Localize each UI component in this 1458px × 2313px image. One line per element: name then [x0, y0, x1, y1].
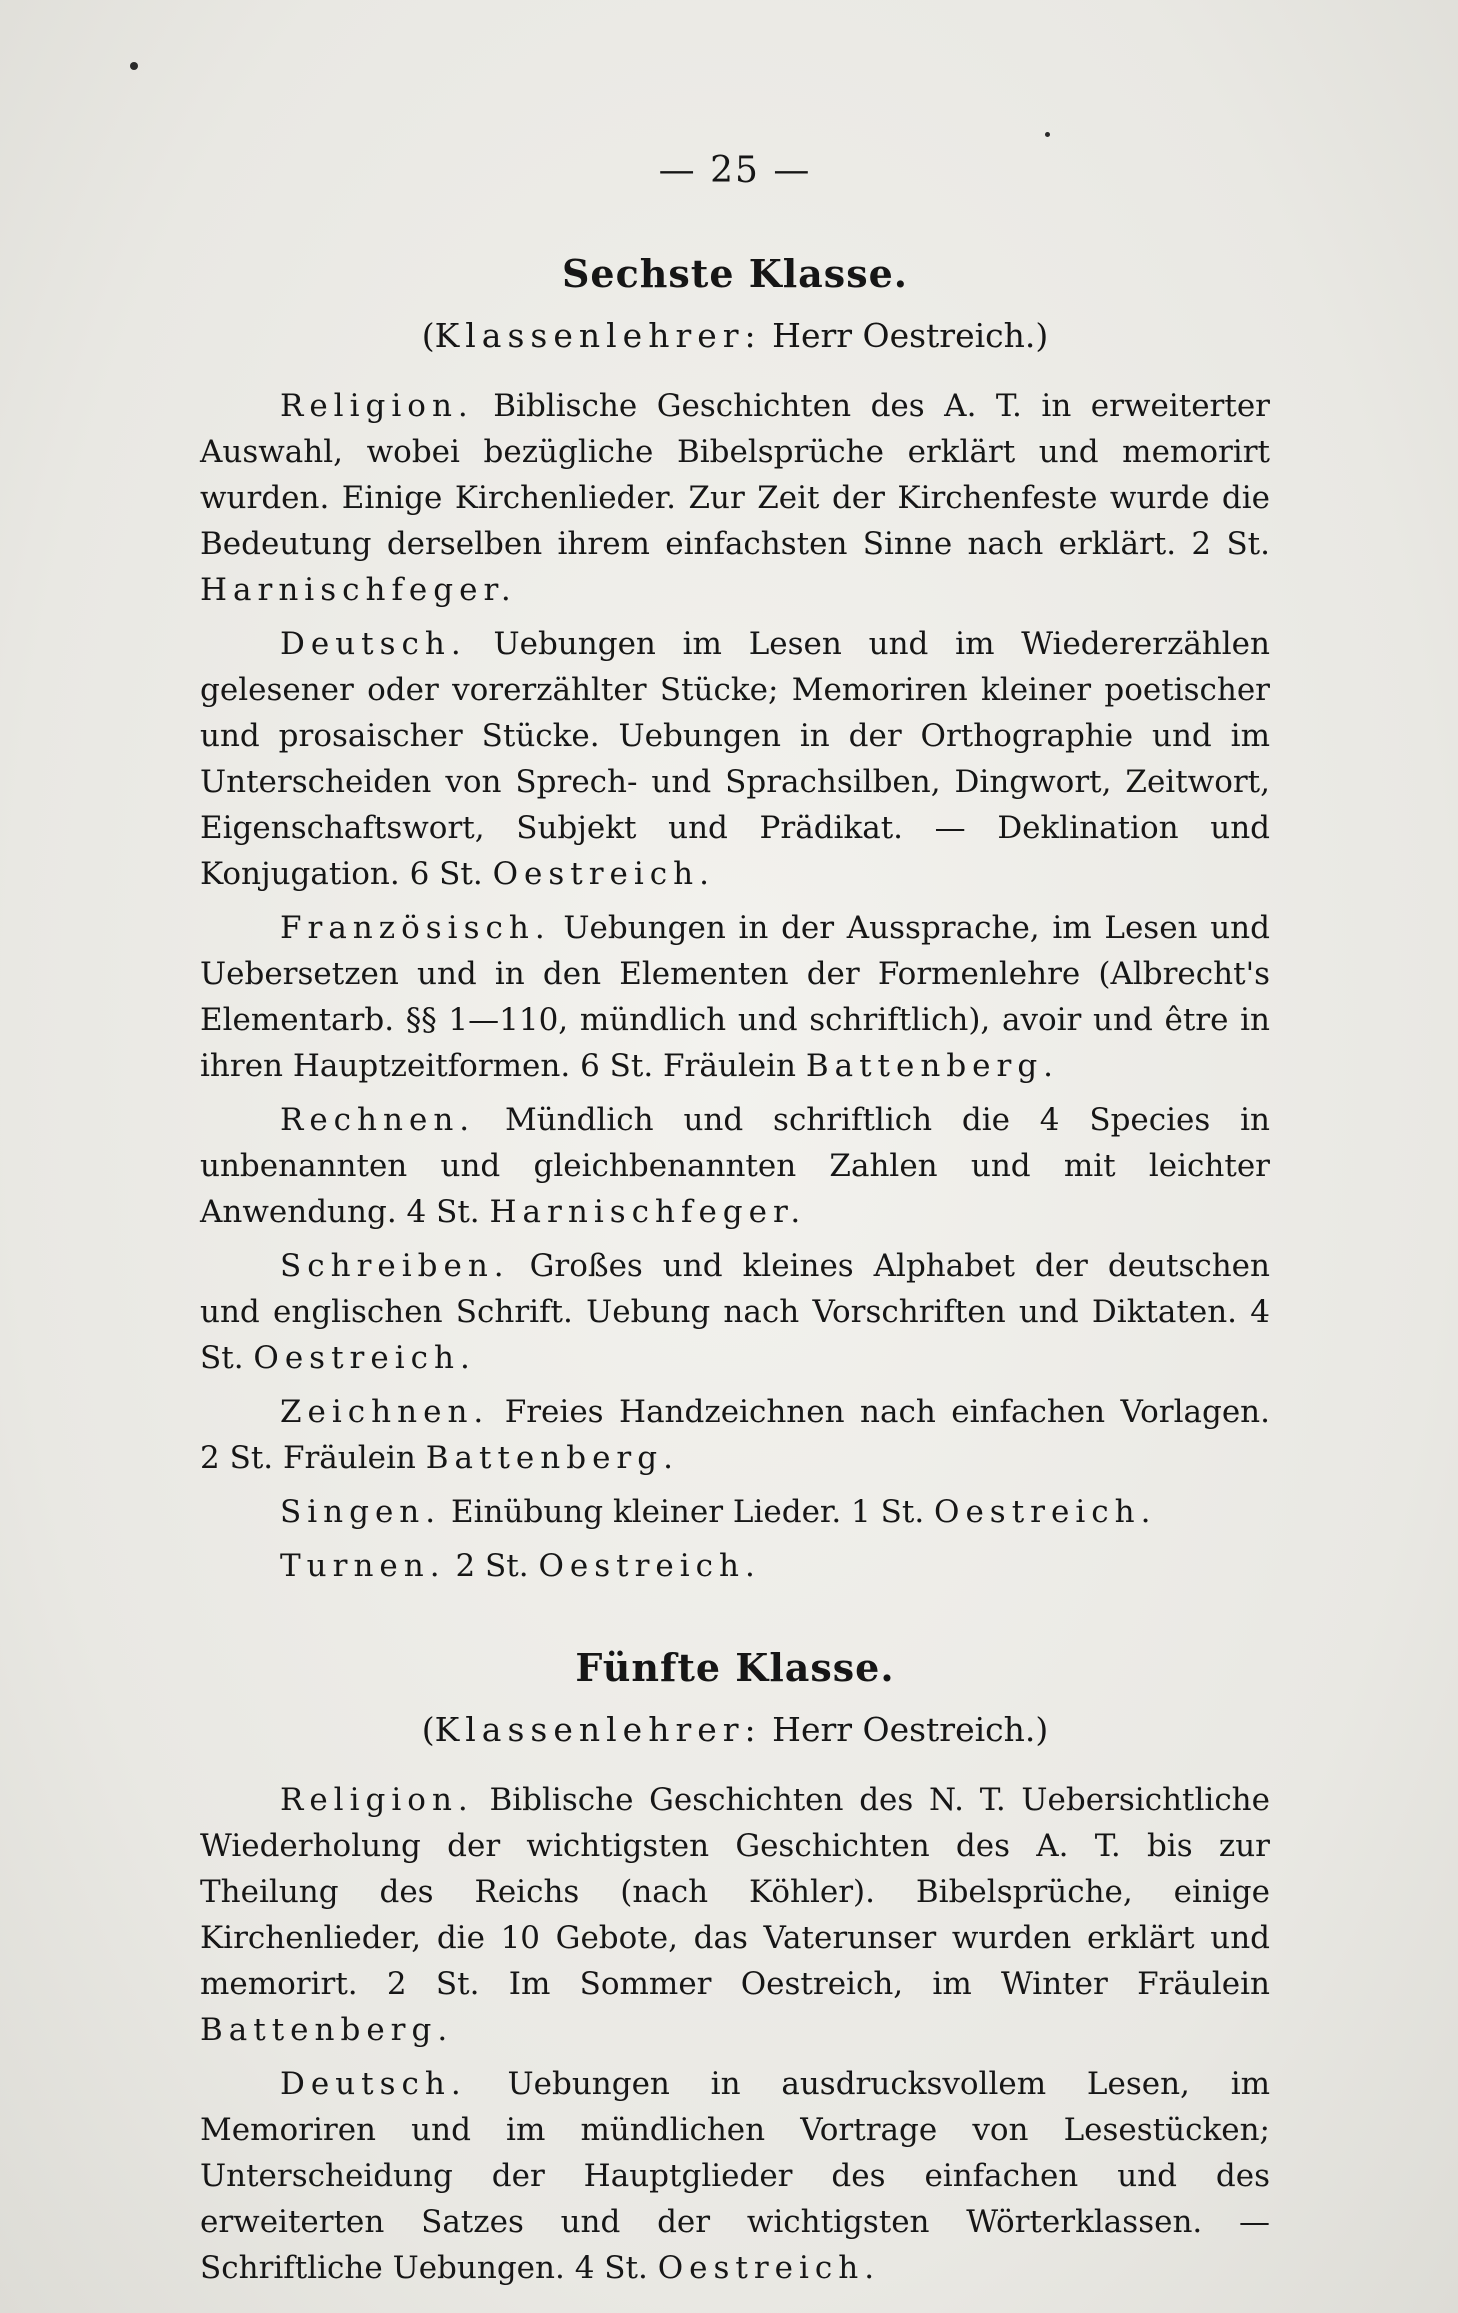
teacher-name: Oestreich.	[934, 1494, 1157, 1530]
page-number: — 25 —	[658, 150, 812, 191]
subject-label: Zeichnen.	[280, 1394, 490, 1430]
subject-paragraph-deutsch	[200, 621, 1270, 897]
subject-paragraph-singen	[200, 1489, 1270, 1535]
teacher-label: Klassenlehrer:	[434, 1710, 762, 1749]
subject-text: 2 St.	[445, 1548, 539, 1584]
teacher-name: Oestreich.	[253, 1340, 476, 1376]
teacher-paren: (	[421, 316, 435, 355]
ink-speck	[130, 62, 138, 70]
teacher-name: Battenberg.	[805, 1048, 1060, 1084]
subject-paragraph-zeichnen	[200, 1389, 1270, 1481]
teacher-name: Oestreich.	[492, 856, 715, 892]
class-title: Fünfte Klasse.	[575, 1645, 895, 1690]
class-teacher-line	[200, 316, 1270, 355]
teacher-name: Herr Oestreich.)	[772, 1710, 1049, 1749]
subject-text: Großes und kleines Alphabet der deutschen und englischen Schrift. Uebung nach Vorschriften und Diktaten. 4 St.	[200, 1248, 1270, 1376]
subject-label: Französisch.	[280, 910, 551, 946]
class-title: Sechste Klasse.	[561, 251, 908, 296]
class-teacher-line	[200, 1710, 1270, 1749]
class-section-fifth	[200, 1645, 1270, 2291]
teacher-paren: (	[421, 1710, 435, 1749]
subject-paragraph-franzoesisch	[200, 905, 1270, 1089]
subject-text: Biblische Geschichten des N. T. Uebersichtliche Wiederholung der wichtigsten Geschichten des A. T. bis zur Theilung des Reichs (nach Köhler). Bibelsprüche, einige Kirchenlieder, die 10 Gebote, das Vaterunser wurden erklärt und memorirt. 2 St. Im Sommer Oestreich, im Winter Fräulein	[200, 1782, 1270, 2002]
subject-paragraph-deutsch	[200, 2061, 1270, 2291]
teacher-name: Battenberg.	[425, 1440, 679, 1476]
subject-paragraph-religion	[200, 383, 1270, 613]
subject-label: Deutsch.	[280, 626, 467, 662]
subject-text: Freies Handzeichnen nach einfachen Vorlagen. 2 St. Fräulein	[200, 1394, 1270, 1476]
subject-text: Uebungen in der Aussprache, im Lesen und Uebersetzen und in den Elementen der Formenlehre (Albrecht's Elementarb. §§ 1—110, mündlich und schriftlich), avoir und être in ihren Hauptzeitformen. 6 St. Fräulein	[200, 910, 1270, 1084]
subject-text: Uebungen in ausdrucksvollem Lesen, im Memoriren und im mündlichen Vortrage von Lesestücken; Unterscheidung der Hauptglieder des einfachen und des erweiterten Satzes und der wichtigsten Wörterklassen. — Schriftliche Uebungen. 4 St.	[200, 2066, 1270, 2286]
subject-text: Biblische Geschichten des A. T. in erweiterter Auswahl, wobei bezügliche Bibelsprüche erklärt und memorirt wurden. Einige Kirchenlieder. Zur Zeit der Kirchenfeste wurde die Bedeutung derselben ihrem einfachsten Sinne nach erklärt. 2 St.	[200, 388, 1270, 562]
subject-paragraph-religion	[200, 1777, 1270, 2053]
teacher-name: Oestreich.	[657, 2250, 881, 2286]
teacher-name: Battenberg.	[200, 2012, 454, 2048]
subject-text: Mündlich und schriftlich die 4 Species in unbenannten und gleichbenannten Zahlen und mit leichter Anwendung. 4 St.	[200, 1102, 1270, 1230]
subject-paragraph-rechnen	[200, 1097, 1270, 1235]
subject-text: Uebungen im Lesen und im Wiedererzählen gelesener oder vorerzählter Stücke; Memoriren kleiner poetischer und prosaischer Stücke. Uebungen in der Orthographie und im Unterscheiden von Sprech- und Sprachsilben, Dingwort, Zeitwort, Eigenschaftswort, Subjekt und Prädikat. — Deklination und Konjugation. 6 St.	[200, 626, 1270, 892]
teacher-name: Harnischfeger.	[489, 1194, 807, 1230]
teacher-name: Oestreich.	[538, 1548, 761, 1584]
subject-label: Religion.	[280, 1782, 474, 1818]
class-section-sixth	[200, 251, 1270, 1589]
subject-label: Singen.	[280, 1494, 442, 1530]
subject-label: Religion.	[280, 388, 474, 424]
teacher-label: Klassenlehrer:	[434, 316, 762, 355]
subject-paragraph-turnen	[200, 1543, 1270, 1589]
section-gap	[200, 1597, 1270, 1645]
subject-label: Schreiben.	[280, 1248, 510, 1284]
subject-label: Rechnen.	[280, 1102, 476, 1138]
subject-label: Turnen.	[280, 1548, 446, 1584]
subject-label: Deutsch.	[280, 2066, 467, 2102]
ink-speck	[1045, 132, 1050, 137]
text-column	[200, 150, 1270, 2299]
teacher-name: Harnischfeger.	[200, 572, 517, 608]
subject-paragraph-schreiben	[200, 1243, 1270, 1381]
teacher-name: Herr Oestreich.)	[772, 316, 1049, 355]
subject-text: Einübung kleiner Lieder. 1 St.	[441, 1494, 935, 1530]
